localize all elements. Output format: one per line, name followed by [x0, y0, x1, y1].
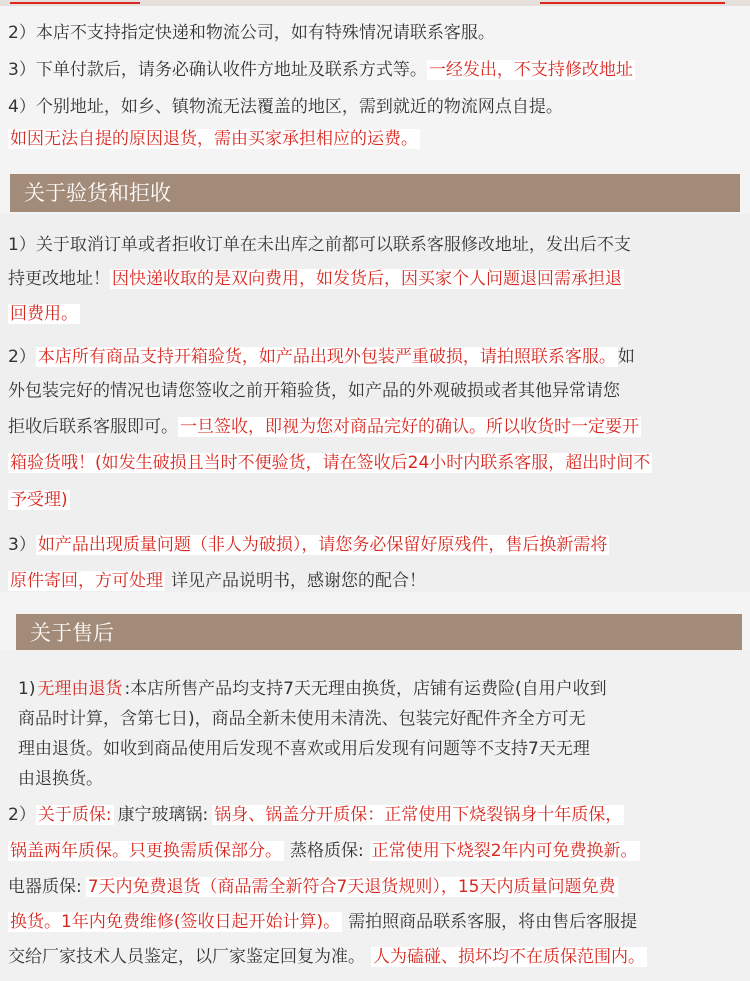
top-red-line [10, 2, 140, 4]
after-sales-line [18, 764, 744, 789]
section-header-inspection: 关于验货和拒收 [10, 174, 740, 212]
after-sales-text: 由退换货。 [18, 769, 103, 789]
inspection-highlight: 一旦签收，即视为您对商品完好的确认。所以收货时一定要开 [178, 417, 641, 437]
inspection-text: 持更改地址！ [8, 269, 110, 289]
after-sales-line [8, 907, 744, 932]
shipping-highlight: 一经发出，不支持修改地址 [427, 60, 635, 80]
after-sales-text: 需拍照商品联系客服，将由售后客服提 [348, 912, 638, 932]
after-sales-text: 交给厂家技术人员鉴定，以厂家鉴定回复为准。 [8, 947, 365, 967]
inspection-highlight: 予受理) [8, 490, 70, 510]
inspection-line [8, 376, 744, 401]
after-sales-text: 2） [8, 805, 36, 825]
inspection-line [8, 299, 744, 324]
inspection-line [8, 566, 744, 591]
inspection-text: 如 [617, 347, 635, 367]
inspection-text: 详见产品说明书，感谢您的配合！ [171, 571, 426, 591]
inspection-text: 外包装完好的情况也请您签收之前开箱验货，如产品的外观破损或者其他异常请您 [8, 381, 620, 401]
top-red-line [540, 2, 725, 4]
inspection-text: 3） [8, 535, 36, 555]
after-sales-text: 电器质保: [8, 877, 82, 897]
inspection-line [8, 264, 744, 289]
inspection-line [8, 530, 744, 555]
section-header-after-sales: 关于售后 [16, 614, 742, 652]
shipping-text: 3）下单付款后，请务必确认收件方地址及联系方式等。 [8, 60, 427, 80]
after-sales-highlight: 关于质保: [36, 805, 114, 825]
after-sales-highlight: 正常使用下烧裂2年内可免费换新。 [370, 841, 640, 861]
after-sales-line [18, 704, 744, 729]
shipping-line-4 [8, 92, 744, 117]
inspection-highlight: 如产品出现质量问题（非人为破损），请您务必保留好原残件，售后换新需将 [36, 535, 610, 555]
top-strip [0, 0, 750, 6]
after-sales-text: 1) [18, 679, 36, 699]
inspection-text: 2） [8, 347, 36, 367]
inspection-line [8, 448, 744, 473]
inspection-text: 1）关于取消订单或者拒收订单在未出库之前都可以联系客服修改地址，发出后不支 [8, 235, 631, 255]
after-sales-text: :本店所售产品均支持7天无理由换货，店铺有运费险(自用户收到 [124, 679, 607, 699]
inspection-text: 拒收后联系客服即可。 [8, 417, 178, 437]
inspection-highlight: 本店所有商品支持开箱验货，如产品出现外包装严重破损，请拍照联系客服。 [36, 347, 618, 367]
shipping-line-5 [8, 124, 744, 149]
after-sales-highlight: 锅身、锅盖分开质保：正常使用下烧裂锅身十年质保， [212, 805, 624, 825]
inspection-highlight: 箱验货哦！(如发生破损且当时不便验货，请在签收后24小时内联系客服，超出时间不 [8, 453, 652, 473]
after-sales-text: 蒸格质保: [290, 841, 364, 861]
after-sales-text: 商品时计算，含第七日)，商品全新未使用未清洗、包装完好配件齐全方可无 [18, 709, 586, 729]
shipping-highlight: 如因无法自提的原因退货，需由买家承担相应的运费。 [8, 129, 420, 149]
shipping-text: 4）个别地址，如乡、镇物流无法覆盖的地区，需到就近的物流网点自提。 [8, 97, 563, 117]
shipping-line-3 [8, 55, 744, 80]
after-sales-line [8, 800, 744, 825]
inspection-line [8, 342, 744, 367]
after-sales-highlight: 7天内免费退货（商品需全新符合7天退货规则），15天内质量问题免费 [86, 877, 618, 897]
inspection-highlight: 原件寄回，方可处理 [8, 571, 165, 591]
after-sales-line [8, 872, 744, 897]
shipping-text: 2）本店不支持指定快递和物流公司，如有特殊情况请联系客服。 [8, 23, 495, 43]
after-sales-text: 康宁玻璃锅: [117, 805, 209, 825]
inspection-highlight: 因快递收取的是双向费用，如发货后，因买家个人问题退回需承担退 [110, 269, 624, 289]
after-sales-highlight: 换货。1年内免费维修(签收日起开始计算)。 [8, 912, 342, 932]
inspection-line [8, 412, 744, 437]
inspection-line [8, 230, 744, 255]
inspection-line [8, 485, 744, 510]
after-sales-line [18, 674, 744, 699]
inspection-highlight: 回费用。 [8, 304, 80, 324]
after-sales-highlight: 人为磕碰、损坏均不在质保范围内。 [371, 947, 647, 967]
after-sales-text: 理由退货。如收到商品使用后发现不喜欢或用后发现有问题等不支持7天无理 [18, 739, 590, 759]
after-sales-line [18, 734, 744, 759]
shipping-line-2 [8, 18, 744, 43]
after-sales-line [8, 836, 744, 861]
after-sales-highlight: 无理由退货 [35, 679, 124, 699]
after-sales-line [8, 942, 744, 967]
after-sales-highlight: 锅盖两年质保。只更换需质保部分。 [8, 841, 284, 861]
